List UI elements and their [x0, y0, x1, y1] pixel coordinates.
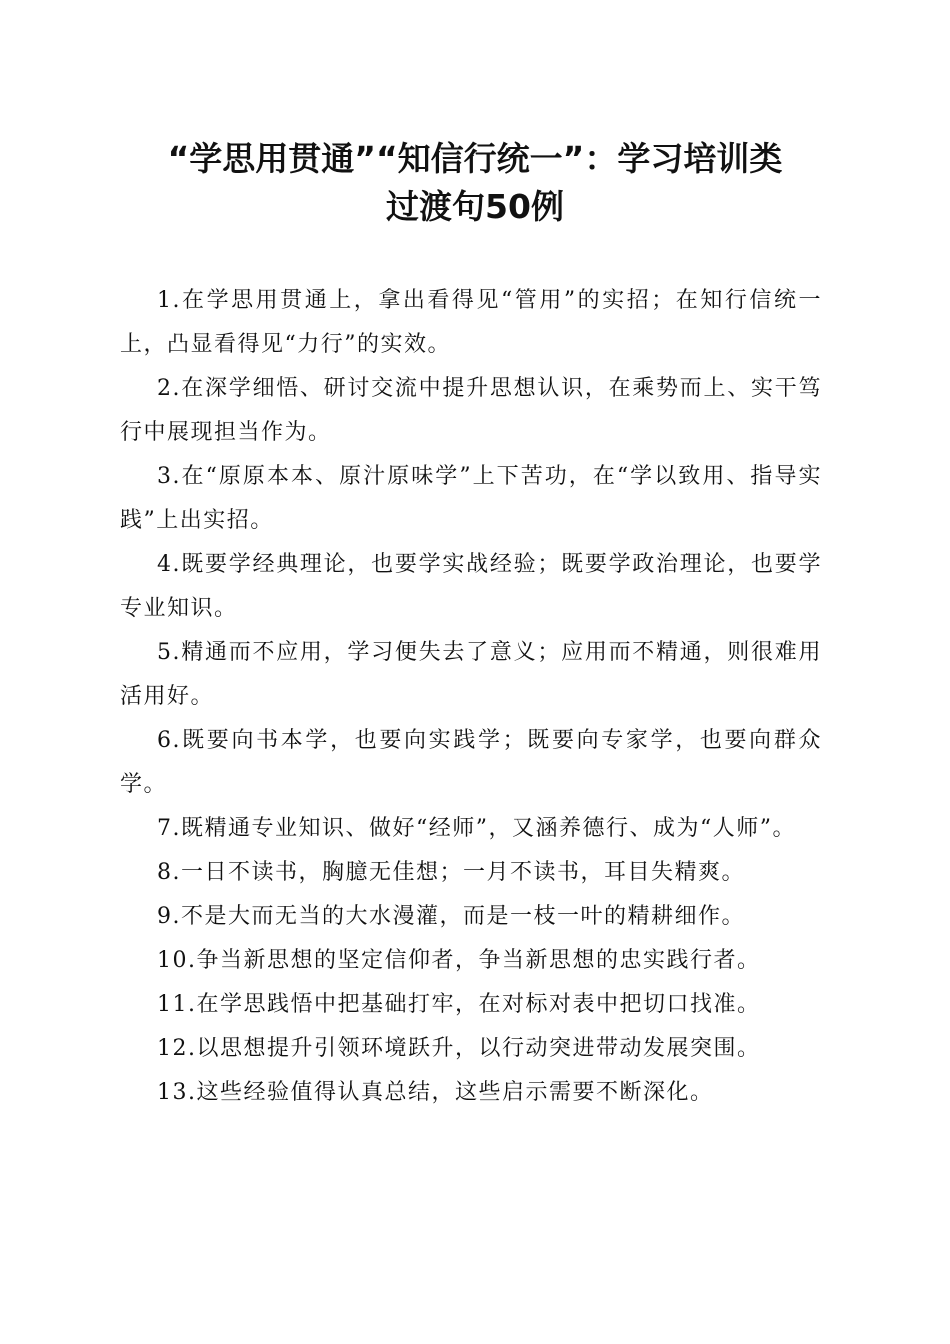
- list-item-9: 9.不是大而无当的大水漫灌，而是一枝一叶的精耕细作。: [157, 904, 745, 929]
- list-item-8: 8.一日不读书，胸臆无佳想；一月不读书，耳目失精爽。: [157, 860, 745, 885]
- list-item-3: 3.在“原原本本、原汁原味学”上下苦功，在“学以致用、指导实践”上出实招。: [120, 464, 822, 533]
- list-item-4: 4.既要学经典理论，也要学实战经验；既要学政治理论，也要学专业知识。: [120, 552, 822, 621]
- list-item-2: 2.在深学细悟、研讨交流中提升思想认识，在乘势而上、实干笃行中展现担当作为。: [120, 376, 822, 445]
- document-title-line-2: 过渡句50例: [386, 187, 564, 226]
- list-item-5: 5.精通而不应用，学习便失去了意义；应用而不精通，则很难用活用好。: [120, 640, 822, 709]
- list-item-7: 7.既精通专业知识、做好“经师”，又涵养德行、成为“人师”。: [157, 816, 796, 841]
- list-item-13: 13.这些经验值得认真总结，这些启示需要不断深化。: [157, 1080, 714, 1105]
- document-body: [120, 279, 822, 1115]
- document-title: [110, 135, 840, 231]
- list-item-6: 6.既要向书本学，也要向实践学；既要向专家学，也要向群众学。: [120, 728, 822, 797]
- list-item-10: 10.争当新思想的坚定信仰者，争当新思想的忠实践行者。: [157, 948, 761, 973]
- list-item-12: 12.以思想提升引领环境跃升，以行动突进带动发展突围。: [157, 1036, 761, 1061]
- document-title-line-1: “学思用贯通”“知信行统一”：学习培训类: [167, 139, 783, 178]
- list-item-11: 11.在学思践悟中把基础打牢，在对标对表中把切口找准。: [157, 992, 761, 1017]
- list-item-1: 1.在学思用贯通上，拿出看得见“管用”的实招；在知行信统一上，凸显看得见“力行”的实效。: [120, 288, 822, 357]
